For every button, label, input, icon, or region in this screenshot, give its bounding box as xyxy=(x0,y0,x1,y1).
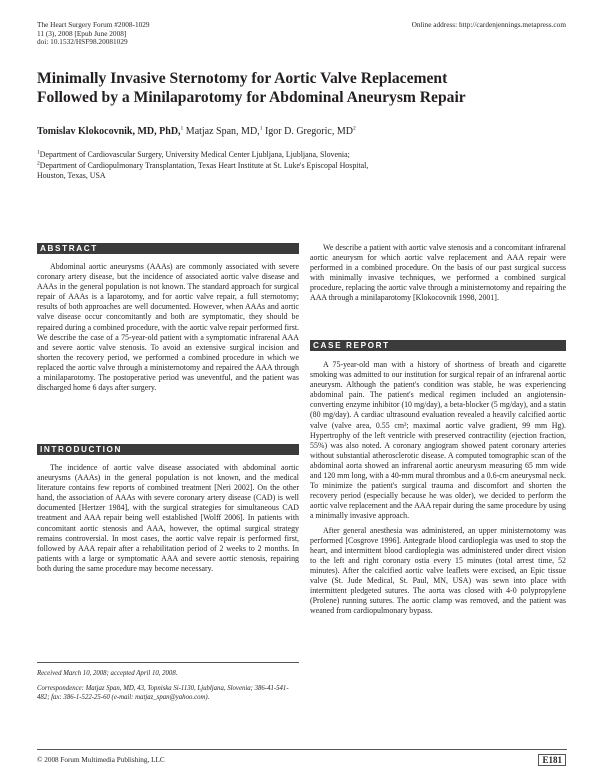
author-sup: 1 xyxy=(259,125,263,132)
right-intro-body xyxy=(310,243,566,304)
correspondence-note: Correspondence: Matjaz Span, MD, 43, Topniska Si-1130, Ljubljana, Slovenia; 386-41-541-482; fax: 386-1-522-25-60 (e-mail: matjaz_span@yahoo.com). xyxy=(37,685,289,701)
abstract-text: Abdominal aortic aneurysms (AAAs) are commonly associated with severe coronary artery disease, but the incidence of associated aortic valve disease and AAAs in the general population is not known. The standard approach for surgical repair of AAAs is a laparotomy, and for aortic valve repair, a full sternotomy; results of both approaches are well documented. However, when AAAs and aortic valve disease occur concomitantly and both are symptomatic, they should be repaired during a combined procedure, with the aortic valve repair performed first. We describe the case of a 75-year-old patient with a symptomatic infrarenal AAA and severe aortic valve stenosis. To avoid an extensive surgical incision and shorten the recovery period, we performed a combined procedure in which we replaced the aortic valve through a ministernotomy and repaired the AAA through a minilaparotomy. The postoperative period was uneventful, and the patient was discharged home 6 days after surgery. xyxy=(37,262,299,393)
right-intro-text: We describe a patient with aortic valve stenosis and a concomitant infrarenal aortic aneurysm for which aortic valve replacement and AAA repair were performed in a combined procedure. On the basis of our past surgical success with minimally invasive techniques, we performed a combined surgical procedure, replacing the aortic valve through a ministernotomy and repairing the AAA through a minilaparotomy [Klokocovnik 1998, 2001]. xyxy=(310,243,566,303)
affiliation-2: $^2$Department of Cardiopulmonary Transplantation, Texas Heart Institute at St. Luke's Episcopal Hospital, xyxy=(37,159,369,170)
copyright: © 2008 Forum Multimedia Publishing, LLC xyxy=(37,756,165,764)
doi-line: doi: 10.1532/HSF98.20081029 xyxy=(37,37,128,47)
introduction-heading: INTRODUCTION xyxy=(37,444,299,455)
author-list xyxy=(37,126,567,138)
abstract-body xyxy=(37,262,299,393)
affiliation-3: Houston, Texas, USA xyxy=(37,171,106,181)
affiliation-1: $^1$Department of Cardiovascular Surgery, University Medical Center Ljubljana, Ljubljana, Slovenia; xyxy=(37,149,350,159)
journal-line: The Heart Surgery Forum #2008-1029 xyxy=(37,20,150,29)
author-sup: 2 xyxy=(352,125,356,132)
case-report-body xyxy=(310,360,566,616)
introduction-text: The incidence of aortic valve disease associated with abdominal aortic aneurysms (AAAs) in the general population is not known, and the medical literature contains few reports of combined treatment [Neri 2002]. On the other hand, the association of AAAs with severe coronary artery disease (CAD) is well documented [Hertzer 1984], with the surgical strategies for simultaneous CAD treatment and AAA repair being well established [Wolff 2006]. In patients with concomitant aortic stenosis and AAA, however, the optimal surgical strategy remains controversial. In most cases, the aortic valve repair is performed first, followed by AAA repair after a rehabilitation period of 2 weeks to 2 months. In patients with a large or symptomatic AAA and severe aortic stenosis, repairing both during the same procedure may become necessary. xyxy=(37,463,299,573)
issue-line: 11 (3), 2008 [Epub June 2008] xyxy=(37,28,127,38)
author-name: Tomislav Klokocovnik, MD, PhD, xyxy=(37,126,181,137)
title-line-2: Followed by a Minilaparotomy for Abdominal Aneurysm Repair xyxy=(37,89,466,106)
affiliations xyxy=(37,150,567,182)
case-report-paragraph-1: A 75-year-old man with a history of shortness of breath and cigarette smoking was admitted to our institution for surgical repair of an infrarenal aortic aneurysm. Although the patient's condition was stable, he was experiencing abdominal pain. The patient's medical regimen included an angiotensin-converting enzyme inhibitor (10 mg/day), a beta-blocker (5 mg/day), and a statin (80 mg/day). A cardiac ultrasound evaluation revealed a heavily calcified aortic valve (valve area, 0.55 cm²; maximal aortic valve gradient, 99 mm Hg). Hypertrophy of the left ventricle with preserved contractility (ejection fraction, 55%) was also noted. A coronary angiogram showed patent coronary arteries without substantial atherosclerotic disease. A computed tomographic scan of the abdominal aorta showed an infrarenal aortic aneurysm measuring 65 mm wide and 120 mm long, with a 40-mm mural thrombus and a 0.6-cm aneurysmal neck. To minimize the patient's surgical trauma and discomfort and shorten the recovery period (especially because he was older), we decided to perform the aortic valve replacement and the AAA repair during the same procedure by using a minimally invasive approach. xyxy=(310,360,566,521)
received-note: Received March 10, 2008; accepted April 10, 2008. xyxy=(37,670,178,677)
author-name: Matjaz Span, MD, xyxy=(185,126,260,137)
page-number: E181 xyxy=(538,754,566,766)
journal-header xyxy=(37,21,150,47)
author-sup: 1 xyxy=(180,125,184,132)
abstract-heading: ABSTRACT xyxy=(37,243,299,254)
introduction-body xyxy=(37,463,299,574)
case-report-heading: CASE REPORT xyxy=(310,340,566,351)
footer-rule xyxy=(37,749,567,750)
article-notes xyxy=(37,669,299,702)
title-line-1: Minimally Invasive Sternotomy for Aortic Valve Replacement xyxy=(37,70,448,87)
article-title xyxy=(37,69,567,107)
online-address[interactable]: Online address: http://cardenjennings.metapress.com xyxy=(411,20,566,29)
notes-divider xyxy=(37,662,299,663)
case-report-paragraph-2: After general anesthesia was administered, an upper ministernotomy was performed [Cosgrove 1996]. Antegrade blood cardioplegia was used to stop the heart, and intermittent blood cardioplegia was administered under direct vision to the left and right coronary ostia every 15 minutes (total arrest time, 52 minutes). After the calcified aortic valve leaflets were excised, an Epic tissue valve (St. Jude Medical, St. Paul, MN, USA) was sewn into place with intermittent pledgeted sutures. The aorta was closed with 4-0 polypropylene (Prolene) running sutures. The aortic clamp was removed, and the patient was weaned from cardiopulmonary bypass. xyxy=(310,525,566,616)
author-name: Igor D. Gregoric, MD xyxy=(264,126,353,137)
